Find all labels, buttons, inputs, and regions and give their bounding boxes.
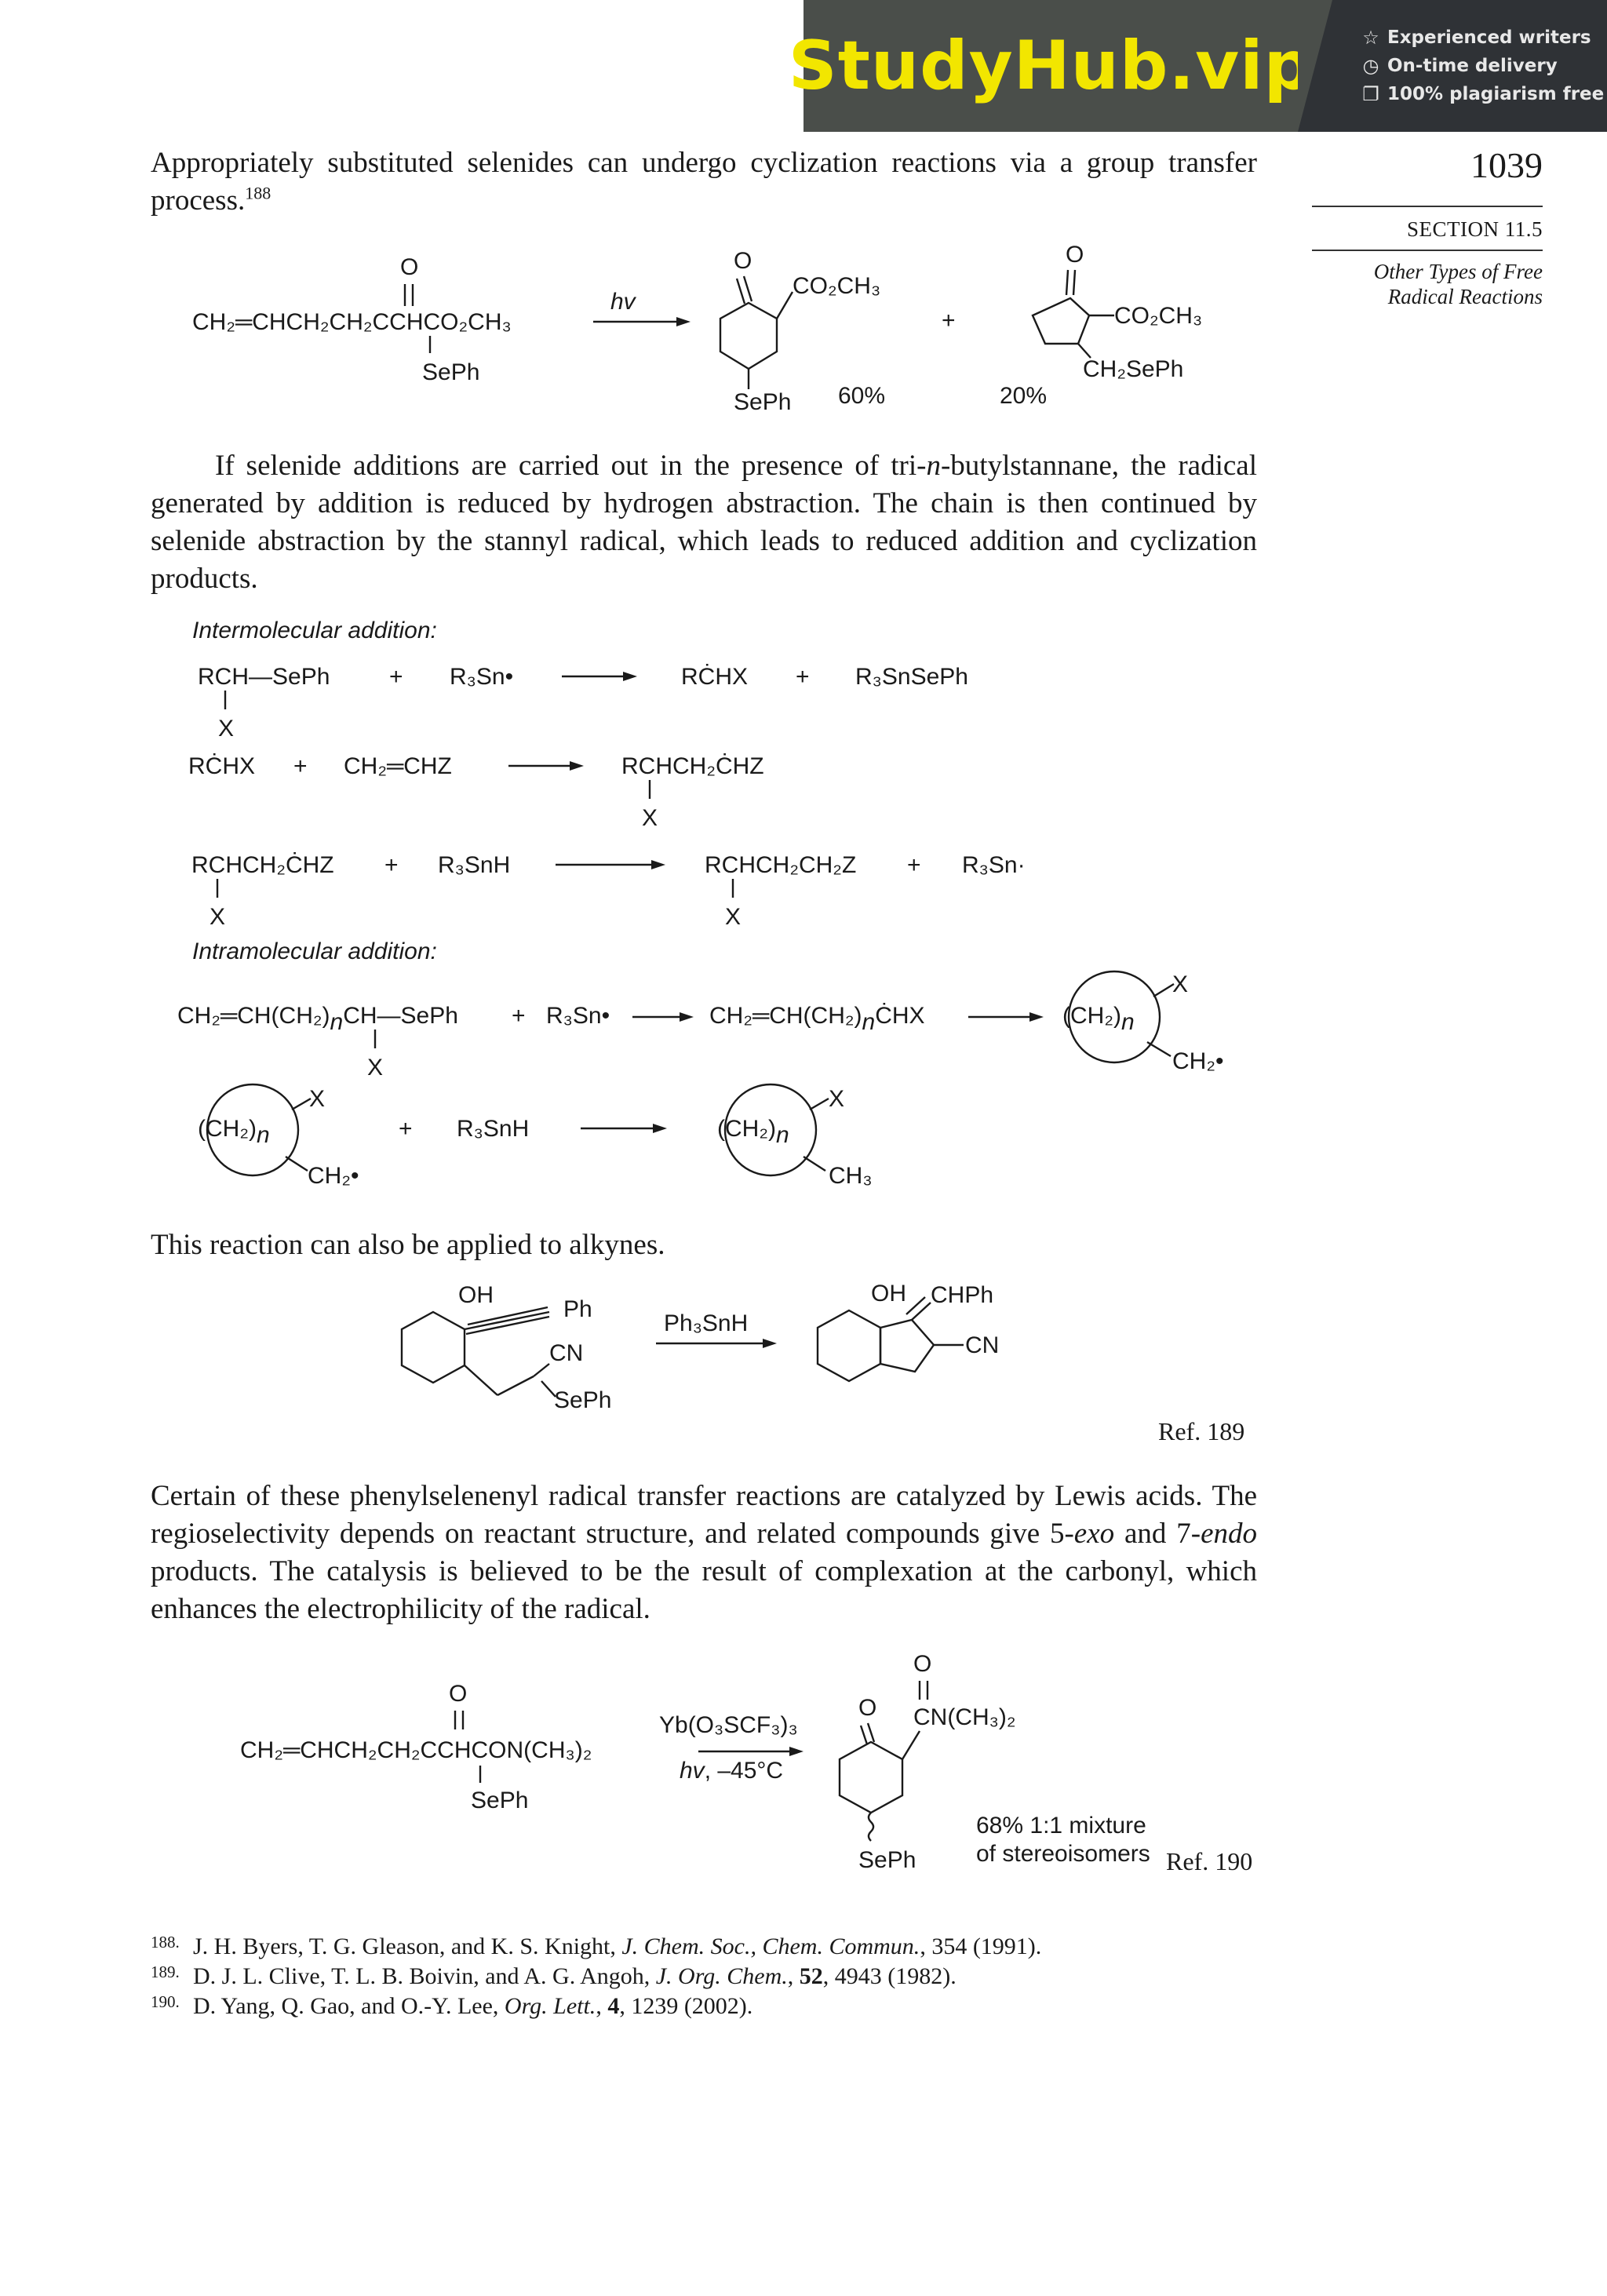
substituent-x: X	[309, 1086, 326, 1112]
footnote-number: 188.	[151, 1933, 180, 1952]
reactant-selenide: RCH—SePh	[198, 664, 330, 690]
reactant-formula: CH₂═CHCH₂CH₂CCHCO₂CH₃	[192, 309, 512, 335]
benzylidene-label: CHPh	[931, 1282, 994, 1308]
footnote-authors: J. H. Byers, T. G. Gleason, and K. S. Knight,	[193, 1933, 622, 1959]
footnote-text	[193, 1932, 1041, 1962]
footnote-journal: J. Org. Chem.	[655, 1963, 788, 1989]
reduced-adduct: RCHCH₂CH₂Z	[705, 852, 857, 878]
subscript-n: n	[862, 1009, 876, 1035]
plus-sign: +	[512, 1003, 526, 1029]
substituent-x: X	[642, 805, 658, 831]
yield-label: 20%	[1000, 383, 1048, 409]
formula-part: (CH₂)	[198, 1116, 257, 1142]
subscript-n: n	[256, 1122, 270, 1148]
paragraph-text: and 7-	[1114, 1518, 1201, 1550]
paragraph-3	[151, 1226, 1257, 1264]
nitrile-label: CN	[549, 1340, 584, 1366]
conditions-label	[680, 1758, 783, 1784]
scheme-alkyne-cyclization	[0, 1279, 1607, 1436]
paragraph-1	[151, 144, 1257, 220]
carbon-radical: RĊHX	[681, 664, 749, 690]
section-title-line: Radical Reactions	[1387, 285, 1543, 308]
copy-icon: ❐	[1362, 83, 1379, 105]
nitrile-label: CN	[965, 1332, 1000, 1358]
clock-icon: ◷	[1362, 55, 1379, 77]
hydroxyl-label: OH	[458, 1282, 494, 1308]
section-label: SECTION 11.5	[1407, 217, 1543, 241]
carbon-radical: RĊHX	[188, 753, 256, 779]
footnote-text: D. J. L. Clive, T. L. B. Boivin, and A. G. Angoh, J. Org. Chem., 52, 4943 (1982).	[193, 1963, 957, 1989]
subscript-n: n	[1121, 1009, 1135, 1035]
stannane: R₃SnH	[457, 1116, 530, 1142]
footnote-number: 189.	[151, 1963, 180, 1981]
seph-label: SePh	[554, 1387, 612, 1413]
subscript-n: n	[775, 1122, 789, 1148]
stannyl-selenide: R₃SnSePh	[855, 664, 968, 690]
scheme-stannane-chain	[0, 612, 1607, 1208]
footnote-volume: 52	[799, 1963, 823, 1989]
paragraph-text: products. The catalysis is believed to be the result of complexation at the carbonyl, which enhances the electrophilicity of the radical.	[151, 1555, 1257, 1625]
header-rule	[1312, 206, 1543, 207]
subscript-n: n	[330, 1009, 344, 1035]
yield-label: 60%	[838, 383, 886, 409]
section-label-inter: Intermolecular addition:	[192, 618, 437, 643]
feature-item	[1361, 55, 1607, 77]
substituent-x: X	[829, 1086, 845, 1112]
page-number: 1039	[1470, 145, 1543, 185]
hydroxyl-label: OH	[871, 1281, 906, 1307]
phenyl-label: Ph	[563, 1296, 592, 1322]
methylene-radical: CH₂•	[308, 1163, 359, 1189]
citation-ref[interactable]: 188	[245, 183, 271, 203]
scheme-selenide-cyclization	[0, 235, 1607, 424]
adduct-radical: RCHCH₂ĊHZ	[191, 852, 334, 878]
feature-list	[1332, 0, 1607, 132]
footnote-journal: J. Chem. Soc., Chem. Commun.	[621, 1933, 920, 1959]
reactant-alkenyl	[177, 1003, 458, 1035]
star-outline-icon: ☆	[1362, 27, 1379, 49]
paragraph-text: Appropriately substituted selenides can undergo cyclization reactions via a group transfer process.	[151, 147, 1257, 217]
paragraph-text: -butylstannane, the radical generated by addition is reduced by hydrogen abstraction. The chain is then continued by selenide abstraction by the stannyl radical, which leads to reduced addition and cyclization products.	[151, 450, 1257, 595]
amide-o: O	[913, 1651, 932, 1677]
ester-label: CO₂CH₃	[1114, 303, 1203, 329]
adduct-radical: RCHCH₂ĊHZ	[621, 753, 764, 779]
alkene: CH₂═CHZ	[344, 753, 452, 779]
ketone-o: O	[858, 1695, 877, 1721]
reference-tag[interactable]: Ref. 190	[1166, 1847, 1253, 1875]
stannyl-radical: R₃Sn•	[546, 1003, 610, 1029]
feature-text: Experienced writers	[1387, 27, 1591, 48]
ring-label	[1062, 1003, 1135, 1035]
footnote-text: D. Yang, Q. Gao, and O.-Y. Lee, Org. Lett., 4, 1239 (2002).	[193, 1993, 753, 2019]
ketone-o: O	[1066, 242, 1084, 268]
carbonyl-o: O	[400, 254, 419, 280]
methyl-label: CH₃	[829, 1163, 873, 1189]
yield-label: of stereoisomers	[976, 1841, 1150, 1867]
reactant-formula: CH₂═CHCH₂CH₂CCHCON(CH₃)₂	[240, 1737, 592, 1763]
feature-text: On-time delivery	[1387, 56, 1558, 76]
paragraph-text: Certain of these phenylselenenyl radical transfer reactions are catalyzed by Lewis acids. The regioselectivity depends on reactant structure, and related compounds give 5-	[151, 1480, 1257, 1550]
plus-sign: +	[942, 308, 956, 333]
italic-text: n	[926, 450, 941, 482]
formula-part: (CH₂)	[1062, 1003, 1121, 1029]
seph-label: SePh	[422, 359, 480, 385]
paragraph-4	[151, 1478, 1257, 1628]
section-label-intra: Intramolecular addition:	[192, 938, 437, 964]
reference-tag[interactable]: Ref. 189	[1158, 1417, 1245, 1445]
italic-text: exo	[1073, 1518, 1115, 1550]
feature-item	[1361, 27, 1607, 49]
substituent-x: X	[725, 904, 742, 930]
footnote-tail: , 4943 (1982).	[822, 1963, 957, 1989]
stannyl-radical: R₃Sn·	[962, 852, 1026, 878]
plus-sign: +	[389, 664, 403, 690]
seph-label: SePh	[858, 1847, 916, 1873]
footnote-volume: 4	[607, 1993, 620, 2019]
amide-label: CN(CH₃)₂	[913, 1704, 1016, 1730]
italic-text: endo	[1201, 1518, 1258, 1550]
arrow-label: hv	[610, 289, 636, 315]
seph-label: SePh	[734, 389, 792, 415]
substituent-x: X	[367, 1055, 384, 1081]
formula-part: CH₂═CH(CH₂)	[709, 1003, 862, 1029]
footnote-authors: D. Yang, Q. Gao, and O.-Y. Lee,	[193, 1993, 505, 2019]
plus-sign: +	[293, 753, 308, 779]
feature-text: 100% plagiarism free	[1387, 84, 1605, 104]
footnote-190	[151, 1992, 1265, 2021]
formula-part: ĊHX	[875, 1003, 925, 1029]
substituent-x: X	[210, 904, 226, 930]
yield-label: 68% 1:1 mixture	[976, 1813, 1146, 1839]
plus-sign: +	[796, 664, 810, 690]
carbonyl-o: O	[449, 1681, 468, 1707]
footnote-number: 190.	[151, 1992, 180, 2011]
footnote-tail: , 1239 (2002).	[619, 1993, 753, 2019]
substituent-x: X	[1172, 971, 1189, 997]
footnote-authors: D. J. L. Clive, T. L. B. Boivin, and A. G. Angoh,	[193, 1963, 656, 1989]
ester-label: CO₂CH₃	[793, 273, 881, 299]
reagent-label: Ph₃SnH	[664, 1310, 749, 1336]
reagent-label: Yb(O₃SCF₃)₃	[659, 1712, 798, 1738]
paragraph-text: If selenide additions are carried out in the presence of tri-	[215, 450, 927, 482]
substituent-x: X	[218, 716, 235, 742]
footnote-189	[151, 1962, 1265, 1992]
plus-sign: +	[384, 852, 399, 878]
paragraph-2	[151, 447, 1257, 598]
stannane: R₃SnH	[438, 852, 511, 878]
feature-item	[1361, 83, 1607, 105]
ch2seph-label: CH₂SePh	[1083, 356, 1184, 382]
formula-part: CH₂═CH(CH₂)	[177, 1003, 330, 1029]
banner-divider	[1298, 0, 1332, 132]
paragraph-text: This reaction can also be applied to alkynes.	[151, 1229, 665, 1261]
footnote-tail: , 354 (1991).	[920, 1933, 1042, 1959]
conditions-part: , –45°C	[704, 1758, 784, 1784]
plus-sign: +	[399, 1116, 413, 1142]
formula-part: CH—SePh	[343, 1003, 458, 1029]
section-title-line: Other Types of Free	[1373, 260, 1543, 283]
brand-logo[interactable]: StudyHub.vip	[788, 27, 1314, 105]
seph-label: SePh	[471, 1788, 529, 1813]
radical-intermediate	[709, 1003, 925, 1035]
plus-sign: +	[907, 852, 921, 878]
ad-banner[interactable]	[788, 0, 1607, 132]
methylene-radical: CH₂•	[1172, 1048, 1224, 1074]
conditions-part: hv	[680, 1758, 705, 1784]
formula-part: (CH₂)	[717, 1116, 776, 1142]
footnote-journal: Org. Lett.	[504, 1993, 596, 2019]
stannyl-radical: R₃Sn•	[450, 664, 514, 690]
footnotes	[151, 1932, 1265, 2021]
footnote-188	[151, 1932, 1265, 1962]
scheme-lewis-acid-cyclization	[0, 1640, 1607, 1883]
ketone-o: O	[734, 248, 752, 274]
